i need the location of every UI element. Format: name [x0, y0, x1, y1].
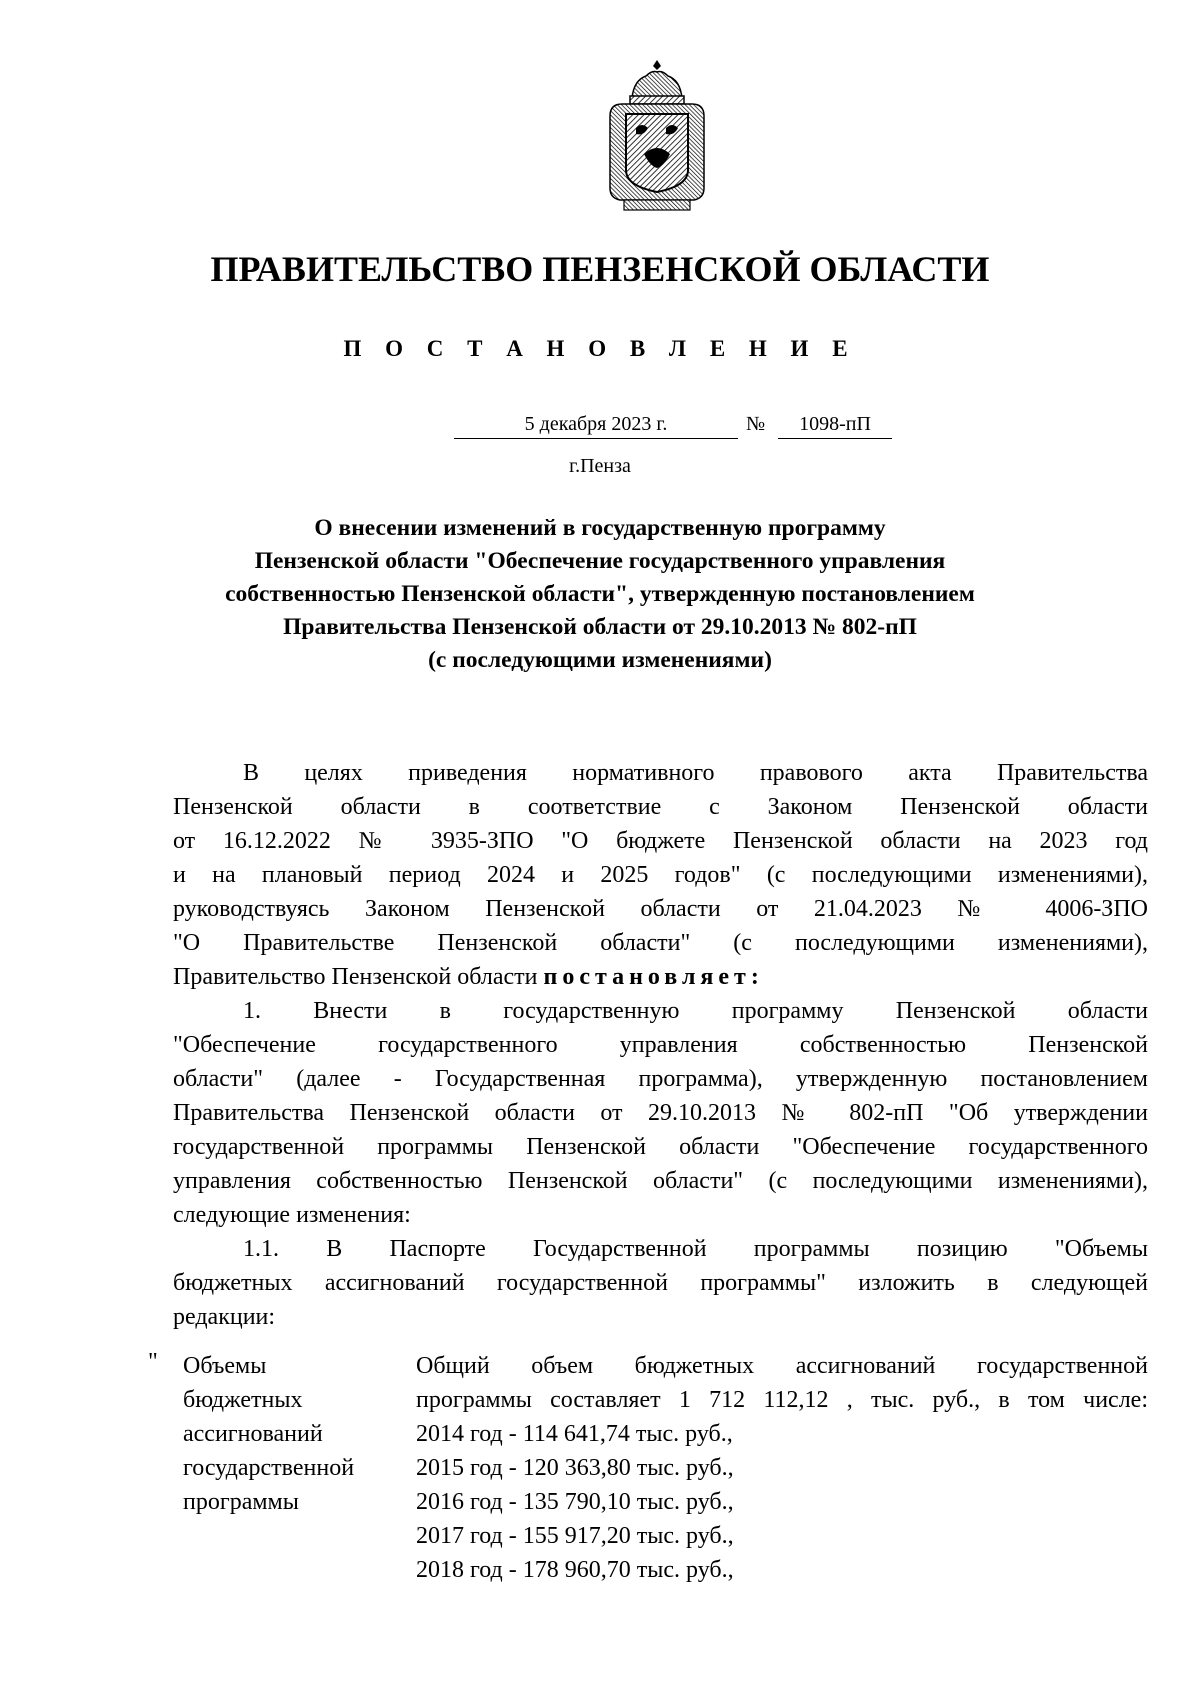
table-right-cell: [416, 1349, 1148, 1587]
subject-line: О внесении изменений в государственную программу: [314, 515, 886, 541]
subject-line: Правительства Пензенской области от 29.10.2013 № 802-пП: [283, 614, 917, 640]
document-body: [173, 756, 1148, 1334]
body-line: 1.1. В Паспорте Государственной программы позицию "Объемы: [243, 1236, 1148, 1262]
subject-line: (с последующими изменениями): [428, 647, 772, 673]
subject-line: Пензенской области "Обеспечение государственного управления: [254, 548, 946, 574]
body-line: "О Правительстве Пензенской области" (с последующими изменениями),: [173, 930, 1148, 956]
year-amount: 2018 год - 178 960,70 тыс. руб.,: [416, 1557, 734, 1583]
body-text: Правительство Пензенской области: [173, 964, 544, 990]
year-amount: 2015 год - 120 363,80 тыс. руб.,: [416, 1455, 734, 1481]
cell-line: бюджетных: [183, 1387, 303, 1413]
body-line: [173, 960, 1148, 994]
body-line: управления собственностью Пензенской области" (с последующими изменениями),: [173, 1168, 1148, 1194]
body-line: "Обеспечение государственного управления собственностью Пензенской: [173, 1032, 1148, 1058]
coat-of-arms-icon: [604, 58, 710, 212]
body-line: и на плановый период 2024 и 2025 годов" (с последующими изменениями),: [173, 862, 1148, 888]
body-line: следующие изменения:: [173, 1202, 411, 1228]
document-date: 5 декабря 2023 г.: [454, 410, 738, 439]
body-line: области" (далее - Государственная программа), утвержденную постановлением: [173, 1066, 1148, 1092]
government-title: ПРАВИТЕЛЬСТВО ПЕНЗЕНСКОЙ ОБЛАСТИ: [210, 249, 990, 289]
decides-keyword: постановляет:: [543, 964, 764, 990]
year-amount: 2017 год - 155 917,20 тыс. руб.,: [416, 1523, 734, 1549]
open-quote: ": [148, 1349, 158, 1375]
cell-line: государственной: [183, 1455, 355, 1481]
document-number: 1098-пП: [778, 410, 892, 439]
body-line: руководствуясь Законом Пензенской области от 21.04.2023 № 4006-ЗПО: [173, 896, 1148, 922]
city: г.Пенза: [569, 455, 631, 477]
subject-line: собственностью Пензенской области", утвержденную постановлением: [225, 581, 975, 607]
cell-line: Общий объем бюджетных ассигнований государственной: [416, 1353, 1148, 1379]
cell-line: ассигнований: [183, 1421, 323, 1447]
body-line: 1. Внести в государственную программу Пензенской области: [243, 998, 1148, 1024]
document-type: П О С Т А Н О В Л Е Н И Е: [343, 336, 857, 361]
table-left-cell: [183, 1349, 398, 1519]
cell-line: программы составляет 1 712 112,12 , тыс. руб., в том числе:: [416, 1387, 1148, 1413]
body-line: от 16.12.2022 № 3935-ЗПО "О бюджете Пензенской области на 2023 год: [173, 828, 1148, 854]
cell-line: Объемы: [183, 1353, 267, 1379]
document-subject: [150, 512, 1050, 677]
year-amount: 2014 год - 114 641,74 тыс. руб.,: [416, 1421, 733, 1447]
body-line: бюджетных ассигнований государственной программы" изложить в следующей: [173, 1270, 1148, 1296]
cell-line: программы: [183, 1489, 299, 1515]
number-sign: №: [746, 413, 766, 435]
body-line: Правительства Пензенской области от 29.10.2013 № 802-пП "Об утверждении: [173, 1100, 1148, 1126]
body-line: Пензенской области в соответствие с Законом Пензенской области: [173, 794, 1148, 820]
year-amount: 2016 год - 135 790,10 тыс. руб.,: [416, 1489, 734, 1515]
body-line: государственной программы Пензенской области "Обеспечение государственного: [173, 1134, 1148, 1160]
body-line: редакции:: [173, 1304, 276, 1330]
body-line: В целях приведения нормативного правового акта Правительства: [243, 760, 1148, 786]
